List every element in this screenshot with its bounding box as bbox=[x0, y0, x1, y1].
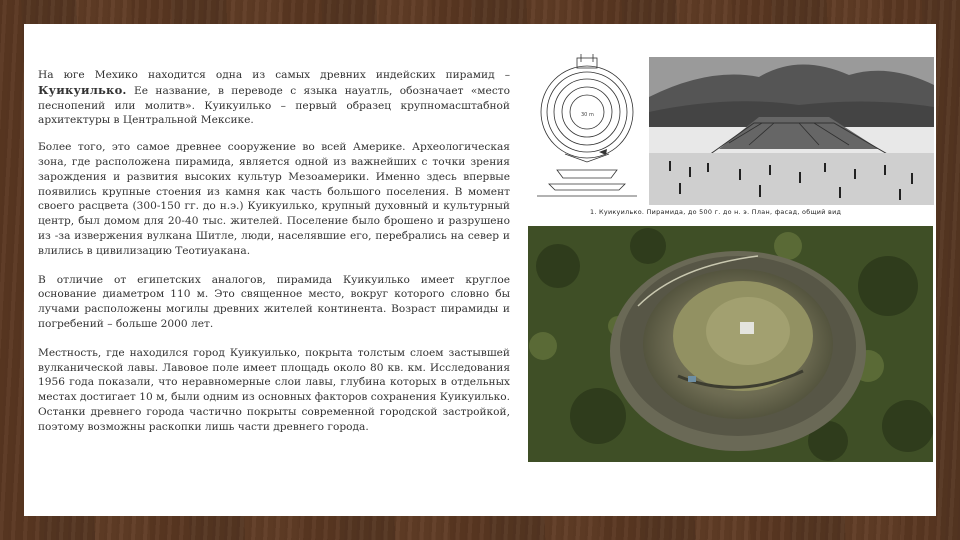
paragraph-lava: Местность, где находился город Куикуилько, покрыта толстым слоем застывшей вулканической лавы. Лавовое поле имеет площадь около 80 кв. км. Исследования 1956 года показали, что неравномерные слои лавы, глубина которых в отдельных местах достигает 10 м, были одним из основных факторов сохранения Куикуилько. Останки древнего города частично покрыты современной городской застройкой, поэтому возможны раскопки лишь части древнего города. bbox=[38, 346, 510, 433]
slide-panel bbox=[24, 24, 936, 516]
pyramid-name: Куикуилько. bbox=[38, 82, 127, 97]
text-column bbox=[38, 68, 510, 449]
figure-caption: 1. Куикуилько. Пирамида, до 500 г. до н. э. План, фасад, общий вид bbox=[590, 208, 842, 216]
pyramid-general-view-image bbox=[649, 57, 934, 205]
intro-text-cont: Ее название, в переводе с языка науатль, обозначает «место песнопений или молитв». Куикуилько – первый образец крупномасштабной архитектуры в Центральной Мексике. bbox=[38, 84, 510, 127]
paragraph-intro bbox=[38, 68, 510, 128]
paragraph-history: Более того, это самое древнее сооружение во всей Америке. Археологическая зона, где расположена пирамида, является одной из важнейших с точки зрения зарождения и развития высоких культур Мезоамерики. Именно здесь впервые появились крупные стоения из камня как часть большого поселения. В момент своего расцвета (300-150 гг. до н.э.) Куикуилько, крупный духовный и культурный центр, был домом для 20-40 тыс. жителей. Поселение было брошено и разрушено из -за извержения вулкана Шитле, люди, населявшие его, перебрались на север и влились в цивилизацию Теотиуакана. bbox=[38, 141, 510, 257]
intro-text: На юге Мехико находится одна из самых древних индейских пирамид – bbox=[38, 69, 510, 81]
paragraph-base: В отличие от египетских аналогов, пирамида Куикуилько имеет круглое основание диаметром 110 м. Это священное место, вокруг которого словно бы лучами расположены могилы древних жителей континента. Возраст пирамиды и погребений – больше 2000 лет. bbox=[38, 273, 510, 330]
aerial-photo bbox=[528, 226, 933, 462]
plan-scale-label: 30 m bbox=[581, 112, 594, 118]
pyramid-plan-drawing bbox=[529, 50, 644, 210]
